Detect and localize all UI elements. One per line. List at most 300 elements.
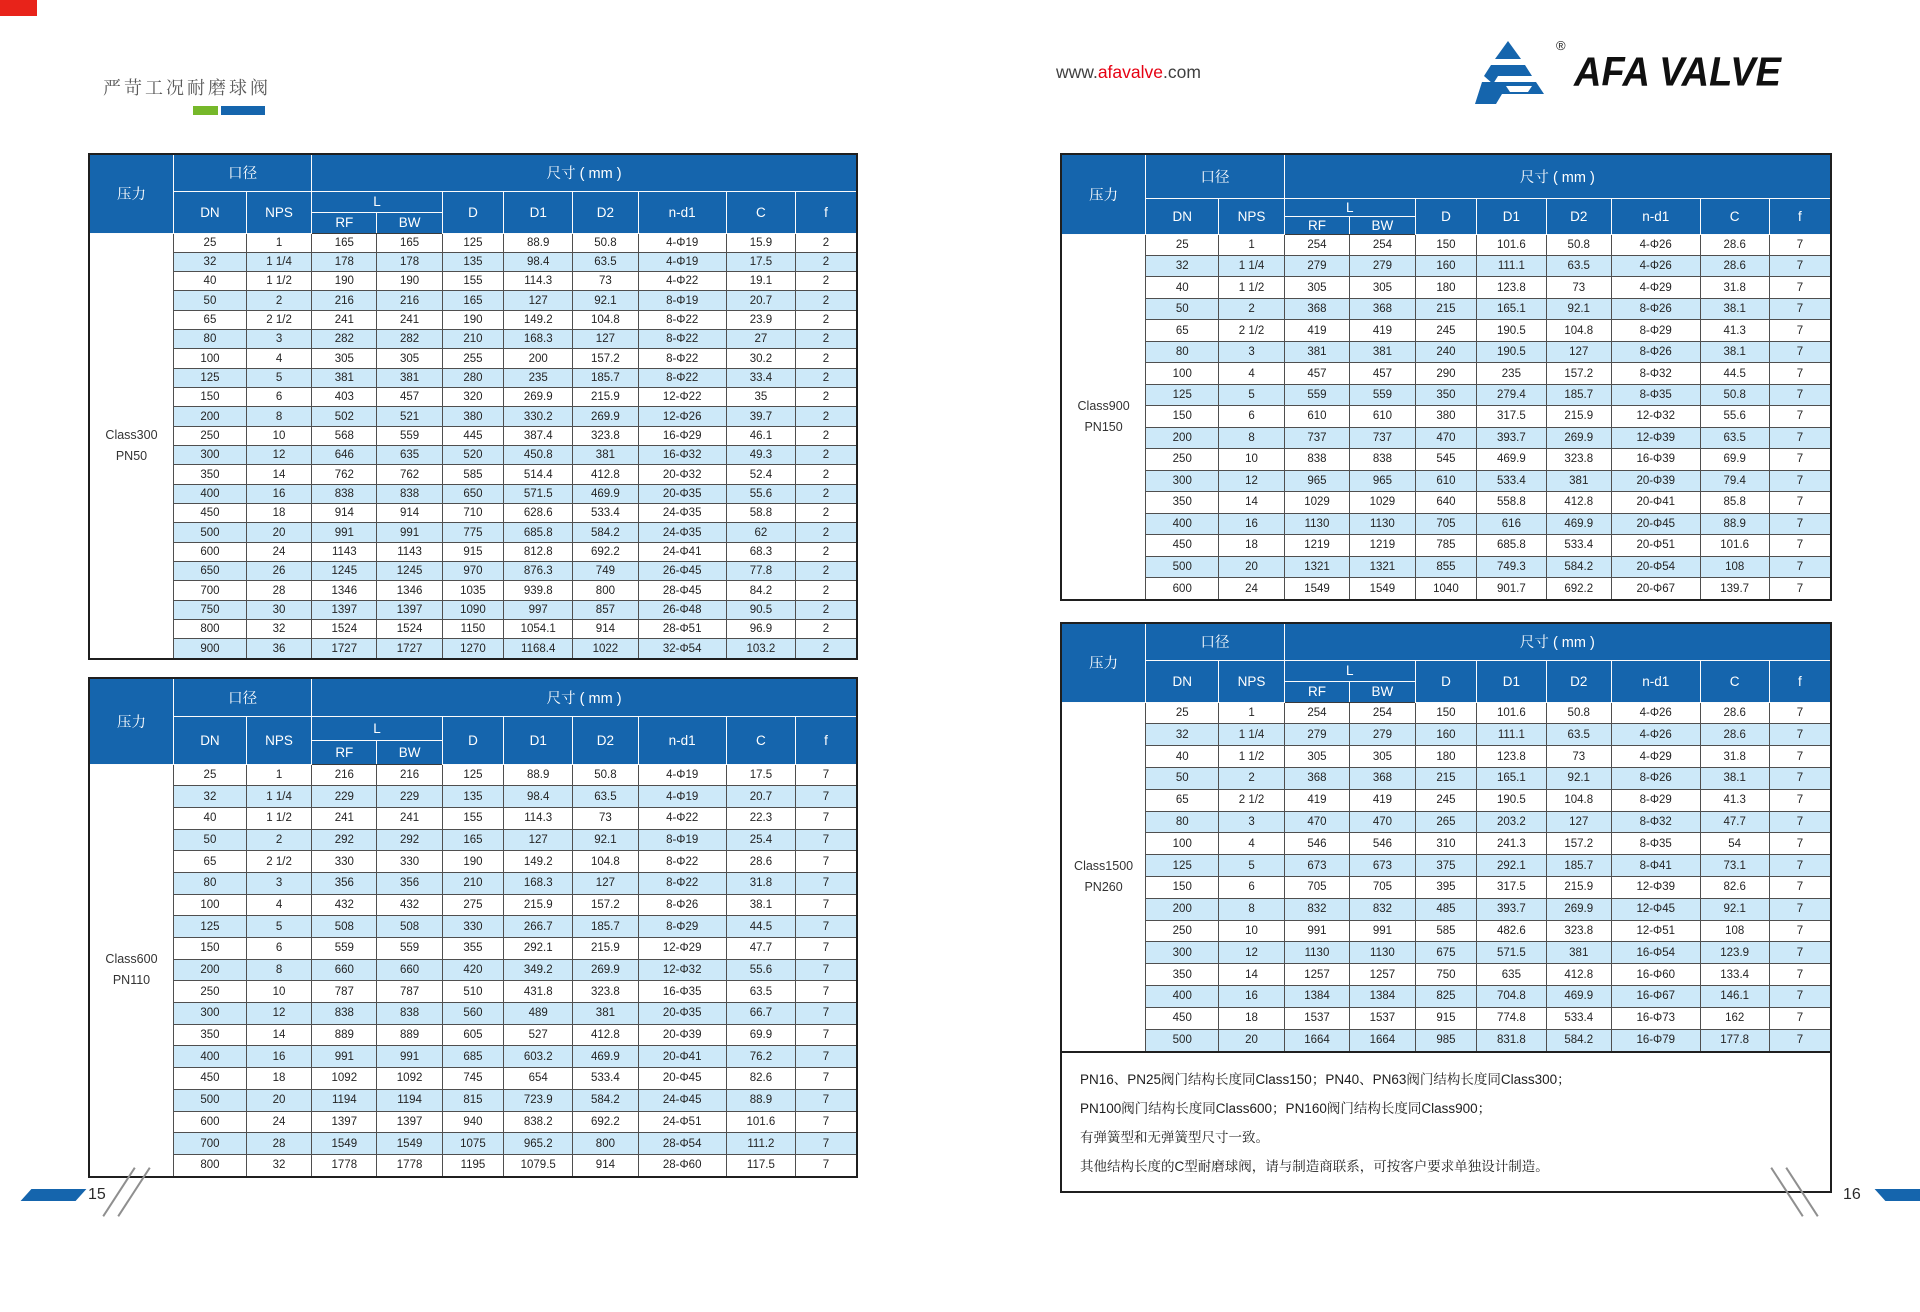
- table-header-cell: RF: [312, 740, 377, 764]
- dimension-table: [88, 153, 858, 660]
- table-cell: 1168.4: [504, 639, 573, 659]
- table-cell: 65: [1146, 320, 1219, 341]
- table-cell: 774.8: [1477, 1007, 1546, 1029]
- table-cell: 7: [1769, 513, 1831, 534]
- footnote-line: PN100阀门结构长度同Class600；PN160阀门结构长度同Class900；: [1080, 1101, 1492, 1116]
- table-cell: 1778: [312, 1154, 377, 1177]
- table-cell: 1346: [312, 581, 377, 600]
- table-row: [89, 291, 857, 310]
- table-row: [1061, 767, 1831, 789]
- table-cell: 412.8: [1546, 964, 1611, 986]
- table-cell: 750: [1415, 964, 1477, 986]
- table-cell: 269.9: [1546, 427, 1611, 448]
- table-cell: 8-Φ41: [1611, 855, 1700, 877]
- table-cell: 150: [1415, 234, 1477, 255]
- table-cell: 17.5: [726, 252, 795, 271]
- table-cell: 1549: [1284, 578, 1349, 601]
- website-prefix: www.: [1056, 62, 1098, 82]
- table-cell: 914: [312, 504, 377, 523]
- table-cell: 508: [312, 916, 377, 938]
- table-cell: 12: [1219, 942, 1284, 964]
- table-cell: 20-Φ41: [1611, 492, 1700, 513]
- table-cell: 165.1: [1477, 767, 1546, 789]
- table-cell: 914: [377, 504, 442, 523]
- table-cell: 514.4: [504, 465, 573, 484]
- table-cell: 1524: [377, 620, 442, 639]
- table-cell: 20-Φ45: [638, 1068, 726, 1090]
- table-cell: 400: [1146, 986, 1219, 1008]
- table-cell: 7: [795, 851, 857, 873]
- table-header-cell: 压力: [89, 154, 173, 233]
- table-cell: 282: [312, 330, 377, 349]
- table-header-cell: 压力: [1061, 154, 1146, 234]
- table-cell: 692.2: [573, 542, 638, 561]
- table-cell: 317.5: [1477, 406, 1546, 427]
- table-cell: 2: [795, 620, 857, 639]
- table-cell: 16-Φ73: [1611, 1007, 1700, 1029]
- table-cell: 10: [1219, 920, 1284, 942]
- table-cell: 350: [1146, 492, 1219, 513]
- table-header-cell: n-d1: [1611, 198, 1700, 234]
- table-cell: 8: [1219, 898, 1284, 920]
- table-cell: 1035: [442, 581, 503, 600]
- table-cell: 104.8: [1546, 320, 1611, 341]
- table-cell: 457: [1350, 363, 1415, 384]
- table-cell: 28: [246, 1133, 311, 1155]
- table-header-cell: L: [1284, 198, 1415, 216]
- table-cell: 7: [795, 1003, 857, 1025]
- table-cell: 2 1/2: [246, 310, 311, 329]
- table-row: [89, 272, 857, 291]
- table-cell: 32: [173, 252, 246, 271]
- table-cell: 685.8: [504, 523, 573, 542]
- table-cell: 737: [1284, 427, 1349, 448]
- table-cell: 317.5: [1477, 877, 1546, 899]
- table-cell: 100: [1146, 833, 1219, 855]
- table-cell: 450: [1146, 535, 1219, 556]
- table-cell: 32: [246, 1154, 311, 1177]
- table-cell: 1 1/2: [246, 807, 311, 829]
- table-cell: 92.1: [1700, 898, 1769, 920]
- table-cell: 69.9: [726, 1024, 795, 1046]
- table-cell: 88.9: [726, 1089, 795, 1111]
- table-row: [1061, 578, 1831, 601]
- table-row: [89, 938, 857, 960]
- table-cell: 150: [173, 938, 246, 960]
- table-cell: 2: [246, 291, 311, 310]
- table-cell: 254: [1350, 702, 1415, 724]
- table-row: [89, 252, 857, 271]
- table-cell: 723.9: [504, 1089, 573, 1111]
- table-header-cell: NPS: [1219, 198, 1284, 234]
- table-cell: 190.5: [1477, 341, 1546, 362]
- table-cell: 350: [1146, 964, 1219, 986]
- table-cell: 50: [173, 291, 246, 310]
- table-cell: 26: [246, 562, 311, 581]
- table-cell: 2: [795, 600, 857, 619]
- table-cell: 18: [246, 504, 311, 523]
- table-cell: 305: [1350, 277, 1415, 298]
- table-cell: 8-Φ29: [1611, 789, 1700, 811]
- table-cell: 100: [173, 894, 246, 916]
- footnote-line: 有弹簧型和无弹簧型尺寸一致。: [1080, 1130, 1269, 1145]
- table-cell: 32-Φ54: [638, 639, 726, 659]
- table-cell: 1321: [1284, 556, 1349, 577]
- table-cell: 469.9: [1546, 986, 1611, 1008]
- table-row: [1061, 470, 1831, 491]
- table-cell: 8-Φ22: [638, 349, 726, 368]
- table-cell: 180: [1415, 746, 1477, 768]
- table-cell: 16-Φ60: [1611, 964, 1700, 986]
- table-cell: 533.4: [1477, 470, 1546, 491]
- table-cell: 450.8: [504, 446, 573, 465]
- table-cell: 584.2: [1546, 556, 1611, 577]
- table-cell: 7: [1769, 341, 1831, 362]
- table-header-cell: f: [795, 716, 857, 764]
- table-cell: 8-Φ22: [638, 368, 726, 387]
- table-cell: 7: [1769, 427, 1831, 448]
- table-cell: 92.1: [573, 291, 638, 310]
- table-cell: 1 1/2: [1219, 746, 1284, 768]
- table-cell: 269.9: [573, 959, 638, 981]
- table-cell: 800: [573, 1133, 638, 1155]
- table-cell: 292: [312, 829, 377, 851]
- table-cell: 14: [1219, 964, 1284, 986]
- table-header-cell: 尺寸 ( mm ): [1284, 154, 1831, 198]
- table-cell: 44.5: [1700, 363, 1769, 384]
- table-cell: 432: [312, 894, 377, 916]
- table-cell: 165: [312, 233, 377, 252]
- table-cell: 1270: [442, 639, 503, 659]
- table-cell: 190.5: [1477, 789, 1546, 811]
- table-cell: 28.6: [1700, 234, 1769, 255]
- table-cell: 7: [795, 1111, 857, 1133]
- table-cell: 215.9: [1546, 877, 1611, 899]
- table-cell: 24: [246, 542, 311, 561]
- table-cell: 25: [1146, 234, 1219, 255]
- table-cell: 1022: [573, 639, 638, 659]
- table-cell: 178: [377, 252, 442, 271]
- table-cell: 185.7: [573, 368, 638, 387]
- table-row: [1061, 234, 1831, 255]
- table-cell: 300: [1146, 470, 1219, 491]
- table-cell: 7: [795, 807, 857, 829]
- table-header-cell: NPS: [1219, 660, 1284, 702]
- table-cell: 585: [442, 465, 503, 484]
- table-cell: 2: [795, 484, 857, 503]
- table-cell: 1537: [1284, 1007, 1349, 1029]
- table-cell: 660: [312, 959, 377, 981]
- table-cell: 419: [1284, 789, 1349, 811]
- table-cell: 85.8: [1700, 492, 1769, 513]
- table-cell: 7: [1769, 833, 1831, 855]
- table-row: [1061, 492, 1831, 513]
- table-cell: 749.3: [1477, 556, 1546, 577]
- table-cell: 50.8: [573, 233, 638, 252]
- table-cell: 1079.5: [504, 1154, 573, 1177]
- table-cell: 80: [173, 330, 246, 349]
- table-cell: 1130: [1284, 513, 1349, 534]
- table-cell: 1029: [1284, 492, 1349, 513]
- table-cell: 8: [1219, 427, 1284, 448]
- table-cell: 356: [377, 872, 442, 894]
- table-row: [89, 981, 857, 1003]
- table-cell: 19.1: [726, 272, 795, 291]
- table-cell: 559: [1350, 384, 1415, 405]
- table-cell: 24-Φ35: [638, 504, 726, 523]
- table-cell: 1130: [1350, 942, 1415, 964]
- table-row: [1061, 535, 1831, 556]
- table-cell: 997: [504, 600, 573, 619]
- spec-table-class1500: [1060, 622, 1832, 1053]
- table-cell: 279: [1284, 724, 1349, 746]
- table-cell: 2: [795, 388, 857, 407]
- table-cell: 5: [246, 368, 311, 387]
- table-cell: 2: [795, 581, 857, 600]
- table-cell: 2: [795, 504, 857, 523]
- table-cell: 80: [1146, 341, 1219, 362]
- table-cell: 98.4: [504, 252, 573, 271]
- table-cell: 350: [173, 465, 246, 484]
- footnotes-box: [1060, 1053, 1832, 1193]
- table-cell: 40: [1146, 746, 1219, 768]
- table-cell: 584.2: [573, 1089, 638, 1111]
- table-cell: 991: [312, 1046, 377, 1068]
- table-cell: 157.2: [573, 349, 638, 368]
- table-cell: 330: [377, 851, 442, 873]
- table-row: [1061, 277, 1831, 298]
- table-cell: 52.4: [726, 465, 795, 484]
- table-cell: 250: [173, 981, 246, 1003]
- table-cell: 7: [795, 764, 857, 786]
- table-cell: 470: [1284, 811, 1349, 833]
- table-cell: 77.8: [726, 562, 795, 581]
- table-cell: 28.6: [726, 851, 795, 873]
- table-header-cell: 尺寸 ( mm ): [312, 678, 857, 716]
- table-cell: 40: [173, 272, 246, 291]
- table-header-cell: D2: [573, 716, 638, 764]
- table-cell: 546: [1350, 833, 1415, 855]
- table-header-cell: L: [312, 716, 443, 740]
- table-header-cell: C: [726, 191, 795, 233]
- table-header-cell: 口径: [1146, 154, 1285, 198]
- table-cell: 4-Φ26: [1611, 724, 1700, 746]
- table-cell: 250: [1146, 449, 1219, 470]
- table-cell: 4-Φ22: [638, 807, 726, 829]
- table-cell: 546: [1284, 833, 1349, 855]
- table-cell: 7: [795, 1068, 857, 1090]
- table-cell: 412.8: [573, 465, 638, 484]
- table-cell: 185.7: [573, 916, 638, 938]
- table-cell: 12-Φ29: [638, 938, 726, 960]
- table-cell: 177.8: [1700, 1029, 1769, 1052]
- table-cell: 705: [1284, 877, 1349, 899]
- table-cell: 165.1: [1477, 298, 1546, 319]
- table-cell: 250: [1146, 920, 1219, 942]
- table-row: [89, 600, 857, 619]
- table-cell: 356: [312, 872, 377, 894]
- table-cell: 7: [1769, 578, 1831, 601]
- table-cell: 762: [312, 465, 377, 484]
- table-cell: 88.9: [504, 764, 573, 786]
- table-row: [1061, 298, 1831, 319]
- table-cell: 7: [795, 916, 857, 938]
- table-cell: 25.4: [726, 829, 795, 851]
- table-cell: 8-Φ26: [638, 894, 726, 916]
- table-cell: 58.8: [726, 504, 795, 523]
- table-cell: 92.1: [1546, 298, 1611, 319]
- table-cell: 654: [504, 1068, 573, 1090]
- table-cell: 24-Φ35: [638, 523, 726, 542]
- table-header-cell: C: [1700, 198, 1769, 234]
- table-cell: 101.6: [1477, 234, 1546, 255]
- table-cell: 502: [312, 407, 377, 426]
- table-header-cell: 口径: [173, 154, 311, 191]
- table-cell: 7: [1769, 746, 1831, 768]
- table-cell: 400: [173, 1046, 246, 1068]
- table-cell: 12: [246, 1003, 311, 1025]
- table-cell: 24-Φ51: [638, 1111, 726, 1133]
- table-cell: 838: [312, 1003, 377, 1025]
- table-cell: 16: [1219, 986, 1284, 1008]
- table-row: [1061, 898, 1831, 920]
- table-cell: 705: [1415, 513, 1477, 534]
- table-cell: 200: [173, 407, 246, 426]
- table-cell: 1 1/4: [1219, 724, 1284, 746]
- table-cell: 7: [795, 1024, 857, 1046]
- table-cell: 149.2: [504, 310, 573, 329]
- table-cell: 111.1: [1477, 255, 1546, 276]
- table-cell: 31.8: [1700, 746, 1769, 768]
- table-row: [89, 407, 857, 426]
- table-cell: 1537: [1350, 1007, 1415, 1029]
- table-cell: 775: [442, 523, 503, 542]
- table-cell: 2: [795, 272, 857, 291]
- table-cell: 12: [1219, 470, 1284, 491]
- table-cell: 7: [1769, 724, 1831, 746]
- table-cell: 12: [246, 446, 311, 465]
- table-cell: 1143: [377, 542, 442, 561]
- table-cell: 8-Φ32: [1611, 363, 1700, 384]
- table-cell: 215: [1415, 298, 1477, 319]
- table-cell: 30: [246, 600, 311, 619]
- table-cell: 50.8: [573, 764, 638, 786]
- table-row: [1061, 1007, 1831, 1029]
- table-row: [89, 1068, 857, 1090]
- table-cell: 7: [795, 959, 857, 981]
- table-cell: 279: [1350, 255, 1415, 276]
- table-cell: 4-Φ29: [1611, 277, 1700, 298]
- table-cell: 17.5: [726, 764, 795, 786]
- table-header-cell: 尺寸 ( mm ): [312, 154, 857, 191]
- table-cell: 368: [1284, 298, 1349, 319]
- page-number-right: 16: [1843, 1186, 1861, 1203]
- table-cell: 41.3: [1700, 789, 1769, 811]
- table-cell: 469.9: [573, 484, 638, 503]
- table-cell: 533.4: [573, 1068, 638, 1090]
- table-cell: 4-Φ26: [1611, 255, 1700, 276]
- table-cell: 114.3: [504, 807, 573, 829]
- table-cell: 533.4: [1546, 1007, 1611, 1029]
- table-cell: 65: [173, 851, 246, 873]
- table-cell: 750: [173, 600, 246, 619]
- table-cell: 28: [246, 581, 311, 600]
- table-row: [1061, 833, 1831, 855]
- table-cell: 673: [1284, 855, 1349, 877]
- table-cell: 160: [1415, 255, 1477, 276]
- table-cell: 7: [1769, 920, 1831, 942]
- table-cell: 82.6: [1700, 877, 1769, 899]
- table-cell: 49.3: [726, 446, 795, 465]
- table-cell: 28.6: [1700, 255, 1769, 276]
- table-cell: 40: [1146, 277, 1219, 298]
- table-cell: 127: [1546, 811, 1611, 833]
- table-cell: 2: [246, 829, 311, 851]
- table-cell: 4: [246, 894, 311, 916]
- table-cell: 2: [795, 310, 857, 329]
- table-cell: 2: [795, 368, 857, 387]
- table-cell: 1346: [377, 581, 442, 600]
- table-cell: 28-Φ60: [638, 1154, 726, 1177]
- table-cell: 1: [1219, 234, 1284, 255]
- table-cell: 375: [1415, 855, 1477, 877]
- table-cell: 800: [173, 620, 246, 639]
- table-cell: 133.4: [1700, 964, 1769, 986]
- table-row: [89, 959, 857, 981]
- table-cell: 20.7: [726, 291, 795, 310]
- table-cell: 675: [1415, 942, 1477, 964]
- table-cell: 7: [1769, 877, 1831, 899]
- table-cell: 939.8: [504, 581, 573, 600]
- page-title: 严苛工况耐磨球阀: [103, 78, 271, 98]
- table-cell: 380: [1415, 406, 1477, 427]
- table-cell: 1 1/4: [246, 252, 311, 271]
- table-cell: 20-Φ51: [1611, 535, 1700, 556]
- table-cell: 50: [173, 829, 246, 851]
- table-cell: 63.5: [573, 786, 638, 808]
- table-cell: 305: [1284, 746, 1349, 768]
- table-row: [1061, 986, 1831, 1008]
- table-cell: 1195: [442, 1154, 503, 1177]
- table-cell: 419: [1350, 320, 1415, 341]
- table-cell: 419: [1350, 789, 1415, 811]
- table-cell: 7: [1769, 406, 1831, 427]
- table-cell: 400: [1146, 513, 1219, 534]
- table-cell: 469.9: [1477, 449, 1546, 470]
- table-row: [89, 872, 857, 894]
- table-cell: 111.1: [1477, 724, 1546, 746]
- table-cell: 673: [1350, 855, 1415, 877]
- table-cell: 165: [442, 829, 503, 851]
- table-cell: 241: [312, 807, 377, 829]
- table-cell: 20: [1219, 556, 1284, 577]
- spec-table-class900: [1060, 153, 1832, 601]
- table-cell: 104.8: [1546, 789, 1611, 811]
- table-cell: 349.2: [504, 959, 573, 981]
- table-cell: 419: [1284, 320, 1349, 341]
- table-cell: 20-Φ45: [1611, 513, 1700, 534]
- table-cell: 50: [1146, 767, 1219, 789]
- table-cell: 96.9: [726, 620, 795, 639]
- table-cell: 1 1/2: [246, 272, 311, 291]
- table-cell: 111.2: [726, 1133, 795, 1155]
- table-cell: 216: [312, 291, 377, 310]
- table-cell: 18: [246, 1068, 311, 1090]
- table-cell: 24: [1219, 578, 1284, 601]
- table-cell: 39.7: [726, 407, 795, 426]
- table-cell: 12-Φ22: [638, 388, 726, 407]
- table-cell: 600: [173, 542, 246, 561]
